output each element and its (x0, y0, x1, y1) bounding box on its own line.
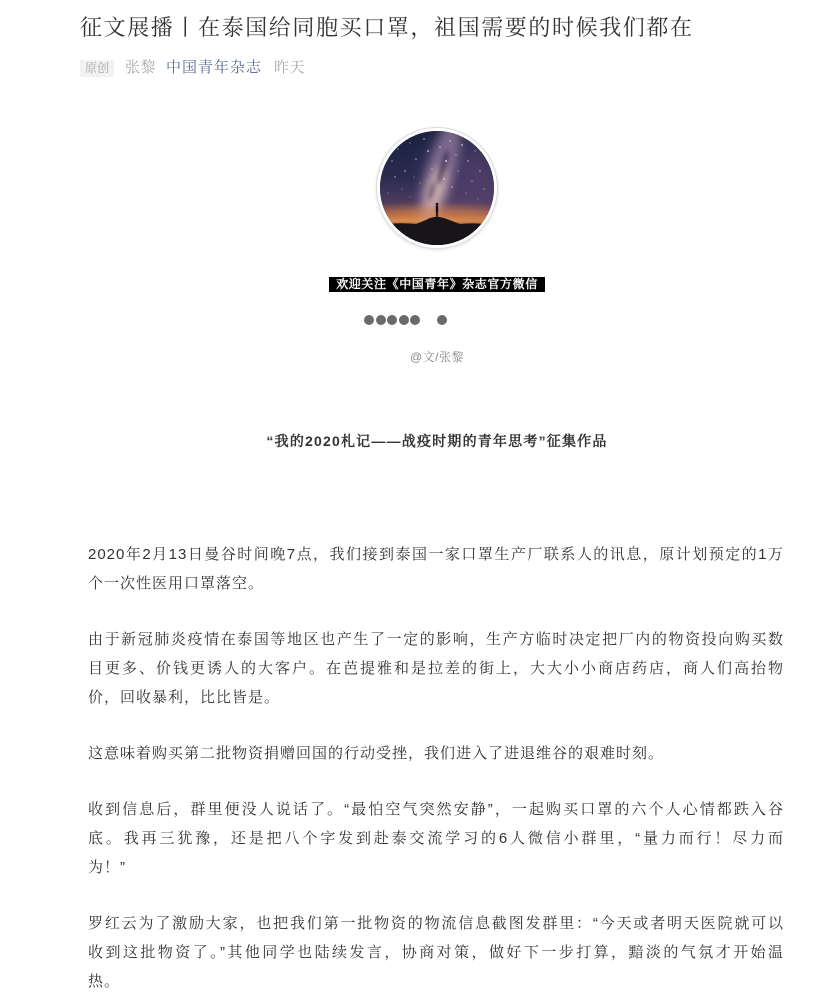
paragraph (88, 795, 784, 882)
starry-sky-icon (380, 131, 494, 245)
paragraph-line: 收到信息后，群里便没人说话了。“最怕空气突然安静”，一起购买口罩的六个人心情都跌入谷 (88, 801, 784, 818)
paragraph-line: 罗红云为了激励大家，也把我们第一批物资的物流信息截图发群里：“今天或者明天医院就可以 (88, 915, 784, 932)
paragraph (88, 909, 784, 996)
publish-time: 昨天 (274, 59, 306, 76)
paragraph-line: 2020年2月13日曼谷时间晚7点，我们接到泰国一家口罩生产厂联系人的讯息，原计划预定的1万 (88, 546, 784, 563)
paragraph-line: 为！” (88, 859, 126, 876)
divider-dot (410, 315, 420, 325)
dots-divider (364, 315, 447, 325)
divider-dot (364, 315, 374, 325)
original-badge: 原创 (80, 60, 114, 77)
divider-dot (399, 315, 409, 325)
divider-dot (376, 315, 386, 325)
divider-dot (437, 315, 447, 325)
paragraph-line: 收到这批物资了。”其他同学也陆续发言，协商对策，做好下一步打算，黯淡的气氛才开始温 (88, 944, 784, 961)
section-heading: “我的2020札记——战疫时期的青年思考”征集作品 (266, 433, 608, 449)
author-name: 张黎 (125, 59, 157, 76)
byline: @文/张黎 (409, 350, 465, 364)
starry-sky-avatar-image (377, 128, 497, 248)
paragraph-line: 底。我再三犹豫，还是把八个字发到赴泰交流学习的6人微信小群里，“量力而行！尽力而 (88, 830, 784, 847)
divider-dot (387, 315, 397, 325)
paragraph-line: 价，回收暴利，比比皆是。 (88, 689, 281, 706)
paragraph-line: 由于新冠肺炎疫情在泰国等地区也产生了一定的影响，生产方临时决定把厂内的物资投向购买数 (88, 631, 784, 648)
article-meta (80, 59, 305, 77)
article-title: 征文展播丨在泰国给同胞买口罩，祖国需要的时候我们都在 (80, 15, 694, 40)
follow-banner: 欢迎关注《中国青年》杂志官方微信 (329, 277, 545, 292)
paragraph (88, 739, 784, 768)
follow-banner-row (80, 277, 794, 292)
account-name-link[interactable]: 中国青年杂志 (166, 59, 263, 76)
paragraph-line: 热。 (88, 973, 121, 990)
paragraph-line: 目更多、价钱更诱人的大客户。在芭提雅和是拉差的街上，大大小小商店药店，商人们高抬物 (88, 660, 784, 677)
paragraph (88, 540, 784, 598)
paragraph-line: 这意味着购买第二批物资捐赠回国的行动受挫，我们进入了进退维谷的艰难时刻。 (88, 745, 665, 762)
paragraph (88, 625, 784, 712)
paragraph-line: 个一次性医用口罩落空。 (88, 575, 265, 592)
article-body (88, 540, 784, 996)
